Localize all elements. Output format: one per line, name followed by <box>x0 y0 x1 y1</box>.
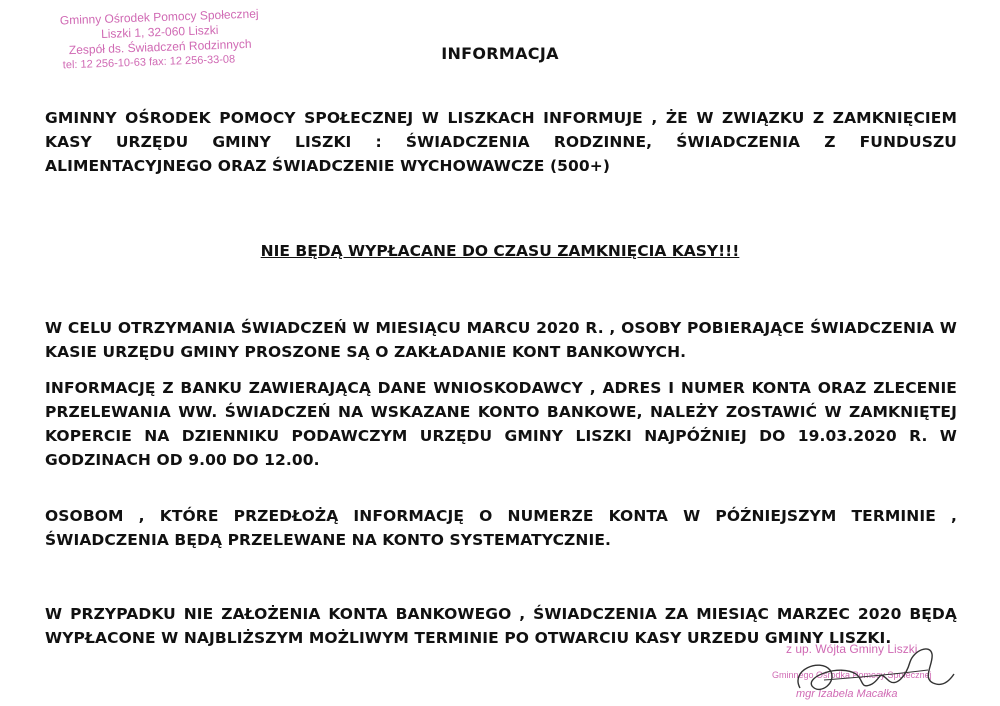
document-title-text: INFORMACJA <box>441 44 559 63</box>
document-title <box>0 44 1000 63</box>
institution-stamp <box>39 6 281 74</box>
stamp-line-department: Zespół ds. Świadczeń Rodzinnych <box>68 36 252 58</box>
signature-line-authority: z up. Wójta Gminy Liszki <box>786 642 918 656</box>
paragraph-instructions: INFORMACJĘ Z BANKU ZAWIERAJĄCĄ DANE WNIOSKODAWCY , ADRES I NUMER KONTA ORAZ ZLECENIE PRZELEWANIA WW. ŚWIADCZEŃ NA WSKAZANE KONTO BANKOWE, NALEŻY ZOSTAWIĆ W ZAMKNIĘTEJ KOPERCIE NA DZIENNIKU PODAWCZYM URZĘDU GMINY LISZKI NAJPÓŹNIEJ DO 19.03.2020 R. W GODZINACH OD 9.00 DO 12.00. <box>45 379 957 469</box>
warning-notice: NIE BĘDĄ WYPŁACANE DO CZASU ZAMKNIĘCIA KASY!!! <box>260 242 740 260</box>
signature-stamp <box>760 640 960 706</box>
paragraph-intro: GMINNY OŚRODEK POMOCY SPOŁECZNEJ W LISZKACH INFORMUJE , ŻE W ZWIĄZKU Z ZAMKNIĘCIEM KASY URZĘDU GMINY LISZKI : ŚWIADCZENIA RODZINNE, ŚWIADCZENIA Z FUNDUSZU ALIMENTACYJNEGO ORAZ ŚWIADCZENIE WYCHOWAWCZE (500+) <box>45 109 957 175</box>
stamp-line-phone: tel: 12 256-10-63 fax: 12 256-33-08 <box>62 53 236 72</box>
paragraph-bank-accounts: W CELU OTRZYMANIA ŚWIADCZEŃ W MIESIĄCU MARCU 2020 R. , OSOBY POBIERAJĄCE ŚWIADCZENIA W KASIE URZĘDU GMINY PROSZONE SĄ O ZAKŁADANIE KONT BANKOWYCH. <box>45 319 957 361</box>
signature-line-institution: Gminnego Ośrodka Pomocy Społecznej <box>772 670 932 680</box>
signature-line-name: mgr Izabela Macałka <box>796 688 898 700</box>
stamp-line-address: Liszki 1, 32-060 Liszki <box>100 22 219 42</box>
paragraph-no-account: W PRZYPADKU NIE ZAŁOŻENIA KONTA BANKOWEGO , ŚWIADCZENIA ZA MIESIĄC MARZEC 2020 BĘDĄ WYPŁACONE W NAJBLIŻSZYM MOŻLIWYM TERMINIE PO OTWARCIU KASY URZEDU GMINY LISZKI. <box>45 605 957 647</box>
handwritten-signature <box>760 640 960 706</box>
paragraph-later-submissions: OSOBOM , KTÓRE PRZEDŁOŻĄ INFORMACJĘ O NUMERZE KONTA W PÓŹNIEJSZYM TERMINIE , ŚWIADCZENIA BĘDĄ PRZELEWANE NA KONTO SYSTEMATYCZNIE. <box>45 507 957 549</box>
stamp-line-name: Gminny Ośrodek Pomocy Społecznej <box>59 6 259 28</box>
